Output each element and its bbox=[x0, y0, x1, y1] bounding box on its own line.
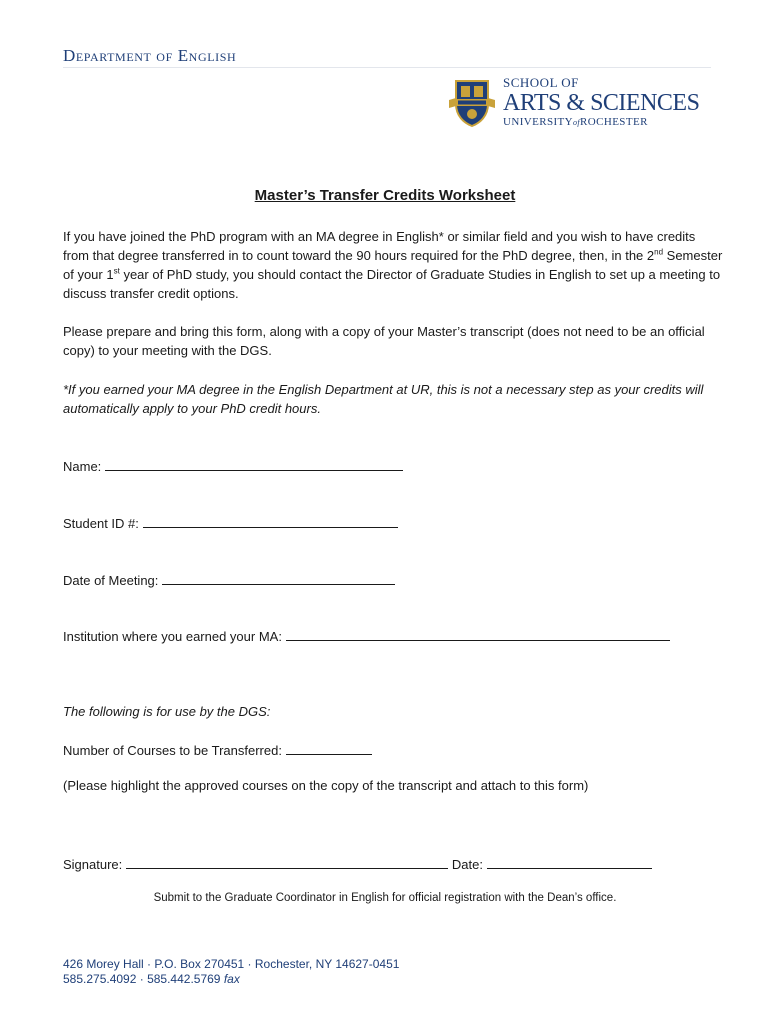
intro-paragraph-2: Please prepare and bring this form, along with a copy of your Master’s transcript (does not need to be an official copy) to your meeting with the DGS. bbox=[63, 324, 705, 358]
signature-blank[interactable] bbox=[126, 855, 448, 869]
university-of-word: of bbox=[573, 118, 581, 127]
signature-row bbox=[63, 855, 652, 873]
footer-contact bbox=[63, 957, 399, 987]
intro-paragraph-3: *If you earned your MA degree in the English Department at UR, this is not a necessary step as your credits will automatically apply to your PhD credit hours. bbox=[63, 382, 704, 416]
date-blank[interactable] bbox=[487, 855, 652, 869]
name-field bbox=[63, 457, 403, 475]
footer-phones: 585.275.4092 · 585.442.5769 fax bbox=[63, 972, 240, 986]
university-crest-icon bbox=[447, 78, 497, 128]
arts-sciences-text: ARTS & SCIENCES bbox=[503, 90, 700, 116]
dgs-heading: The following is for use by the DGS: bbox=[63, 704, 271, 719]
courses-field bbox=[63, 741, 372, 759]
university-text bbox=[503, 116, 699, 129]
university-word: UNIVERSITY bbox=[503, 116, 573, 128]
student-id-field bbox=[63, 514, 398, 532]
student-id-label: Student ID #: bbox=[63, 516, 139, 531]
signature-label: Signature: bbox=[63, 857, 123, 872]
intro-paragraph-1: If you have joined the PhD program with an MA degree in English* or similar field and you wish to have credits from that degree transferred in to count toward the 90 hours required for the PhD degree, then, in the 2nd Semester of your 1st year of PhD study, you should contact the Director of Graduate Studies in English to set up a meeting to discuss transfer credit options. bbox=[63, 229, 723, 301]
institution-blank[interactable] bbox=[286, 627, 670, 641]
date-of-meeting-field bbox=[63, 571, 395, 589]
date-label: Date: bbox=[451, 857, 483, 872]
institution-field bbox=[63, 627, 670, 645]
school-of-text: SCHOOL OF bbox=[503, 75, 579, 90]
header-divider bbox=[63, 67, 711, 68]
student-id-blank[interactable] bbox=[143, 514, 398, 528]
courses-blank[interactable] bbox=[286, 741, 372, 755]
rochester-word: ROCHESTER bbox=[580, 116, 648, 128]
submit-note: Submit to the Graduate Coordinator in English for official registration with the Dean’s office. bbox=[153, 892, 617, 904]
department-name: Department of English bbox=[63, 46, 237, 65]
date-of-meeting-blank[interactable] bbox=[162, 571, 395, 585]
footer-address: 426 Morey Hall · P.O. Box 270451 · Rochester, NY 14627-0451 bbox=[63, 957, 400, 971]
name-blank[interactable] bbox=[105, 457, 403, 471]
name-label: Name: bbox=[63, 459, 102, 474]
date-of-meeting-label: Date of Meeting: bbox=[63, 573, 159, 588]
highlight-note: (Please highlight the approved courses on the copy of the transcript and attach to this form) bbox=[63, 778, 589, 793]
page-title: Master’s Transfer Credits Worksheet bbox=[254, 187, 516, 204]
institution-label: Institution where you earned your MA: bbox=[63, 629, 282, 644]
school-logo-text bbox=[503, 76, 699, 129]
courses-label: Number of Courses to be Transferred: bbox=[63, 743, 282, 758]
